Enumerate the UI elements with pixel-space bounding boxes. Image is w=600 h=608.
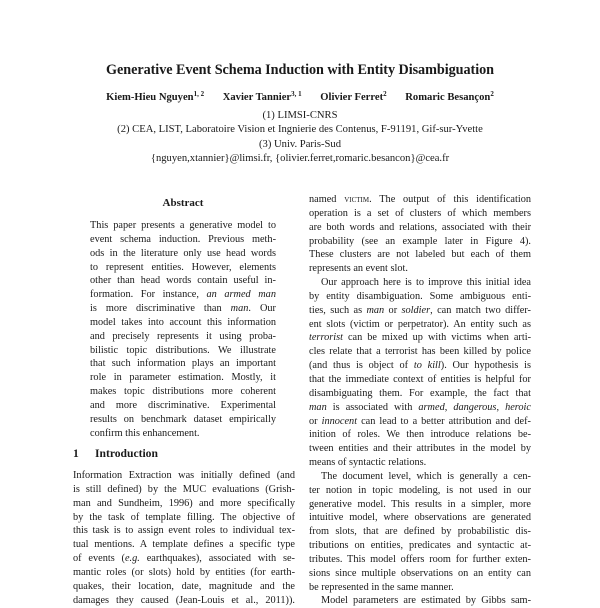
author-name: Xavier Tannier bbox=[222, 92, 292, 103]
text-line: named victim. The output of this identification bbox=[309, 194, 531, 205]
text-line: inition of roles. We then introduce relations be- bbox=[309, 429, 531, 441]
text-line: means of syntactic relations. bbox=[309, 457, 427, 469]
text-line: quakes, their location, date, magnitude and the bbox=[73, 580, 295, 592]
affiliation-3: (3) Univ. Paris-Sud bbox=[259, 139, 341, 150]
text-line: of events (e.g. earthquakes), associated with se- bbox=[73, 553, 295, 565]
text-line: Model parameters are estimated by Gibbs sam- bbox=[321, 595, 531, 607]
author-1 bbox=[106, 92, 204, 103]
text-line: terrorist can be mixed up with victims when arti- bbox=[309, 332, 531, 344]
author-3 bbox=[320, 92, 386, 103]
text-line: from slots, that are defined by probabilistic dis- bbox=[309, 526, 531, 538]
author-emails: {nguyen,xtannier}@limsi.fr, {olivier.ferret,romaric.besancon}@cea.fr bbox=[150, 153, 450, 164]
text-line: and more discriminative. Experimental bbox=[90, 399, 276, 411]
text-line: that the immediate context of entities is helpful for bbox=[309, 373, 531, 385]
section-title: Introduction bbox=[95, 447, 158, 460]
author-name: Olivier Ferret bbox=[320, 92, 384, 103]
author-affil-marker: 3, 1 bbox=[291, 90, 302, 98]
text-line: are both words and relations, associated with their bbox=[309, 221, 531, 233]
text-line: represents an event slot. bbox=[309, 263, 408, 275]
author-2 bbox=[223, 92, 302, 103]
affiliation-1: (1) LIMSI-CNRS bbox=[262, 110, 338, 121]
author-list bbox=[0, 92, 600, 103]
text-line: role in parameter estimation. Mostly, it bbox=[90, 372, 276, 384]
text-line: damages they caused (Jean-Louis et al., 2011)). bbox=[73, 594, 295, 606]
text-line: disambiguating them. For example, the fact that bbox=[309, 387, 531, 399]
text-line: results on benchmark dataset empirically bbox=[90, 413, 276, 425]
author-affil-marker: 1, 2 bbox=[193, 90, 205, 98]
section-heading-introduction bbox=[73, 447, 158, 460]
text-line: generative model. This results in a simpler, more bbox=[309, 498, 531, 510]
text-line: is more discriminative than man. Our bbox=[90, 303, 276, 315]
text-line: cles relate that a terrorist has been killed by police bbox=[309, 346, 531, 358]
text-line: This paper presents a generative model to bbox=[90, 220, 276, 231]
text-line: man is associated with armed, dangerous, heroic bbox=[309, 401, 531, 413]
text-line: tributions on entities, predicates and syntactic at- bbox=[309, 540, 531, 552]
text-line: Information Extraction was initially defined (and bbox=[73, 470, 295, 481]
author-name: Romaric Besançon bbox=[405, 92, 491, 103]
text-line: operation is a set of clusters of which members bbox=[309, 207, 531, 219]
text-line: The document level, which is generally a cen- bbox=[321, 470, 531, 482]
text-line: ent slots (victim or perpetrator). An entity such as bbox=[309, 318, 531, 330]
text-line: probability (see an example later in Figure 4). bbox=[309, 235, 531, 247]
text-line: mantic roles (or slots) hold by entities (for earth- bbox=[73, 566, 295, 578]
author-name: Kiem-Hieu Nguyen bbox=[106, 92, 194, 103]
author-affil-marker: 2 bbox=[383, 90, 387, 98]
abstract-body bbox=[90, 219, 276, 441]
text-line: bilistic topic distributions. We illustrate bbox=[90, 344, 276, 356]
text-line: intuitive model, where observations are generated bbox=[309, 512, 531, 524]
text-line: sions since multiple observations on an entity can bbox=[309, 567, 531, 579]
text-line: that such information plays an important bbox=[90, 358, 276, 370]
text-line: These clusters are not labeled but each of them bbox=[309, 249, 531, 261]
author-affil-marker: 2 bbox=[490, 90, 494, 98]
text-line: (and thus is object of to kill). Our hypothesis is bbox=[309, 360, 531, 372]
text-line: tributes. This model offers room for further exten- bbox=[309, 553, 531, 565]
text-line: ties, such as man or soldier, can match two differ- bbox=[309, 304, 531, 316]
text-line: is still defined) by the MUC evaluations (Grish- bbox=[73, 483, 295, 495]
text-line: event schema induction. Previous meth- bbox=[90, 233, 276, 245]
text-line: Our approach here is to improve this initial idea bbox=[321, 277, 531, 289]
text-line: or innocent can lead to a better attribution and def- bbox=[309, 415, 531, 427]
text-line: and precisely represents it using proba- bbox=[90, 330, 276, 342]
text-line: by entity disambiguation. Some ambiguous enti- bbox=[309, 290, 531, 302]
text-line: by the task of template filling. The objective of bbox=[73, 511, 295, 523]
text-line: this task is to assign event roles to individual tex- bbox=[73, 525, 295, 537]
text-line: ter notion in topic modeling, is not used in our bbox=[309, 484, 531, 496]
paper-title: Generative Event Schema Induction with Entity Disambiguation bbox=[106, 62, 494, 78]
text-line: tween entities and their attributes in the model by bbox=[309, 443, 531, 455]
text-line: man and Sundheim, 1996) and more specifically bbox=[73, 497, 295, 509]
text-line: formation. For instance, an armed man bbox=[90, 289, 276, 301]
section-number: 1 bbox=[73, 447, 79, 460]
text-line: makes topic distributions more coherent bbox=[90, 386, 276, 398]
text-line: be represented in the same manner. bbox=[309, 581, 454, 593]
introduction-body bbox=[73, 469, 295, 607]
text-line: confirm this enhancement. bbox=[90, 427, 200, 439]
text-line: ods in the literature only use head words bbox=[90, 247, 276, 259]
text-line: tual mentions. A template defines a specific type bbox=[73, 539, 295, 551]
text-line: other than head words contain useful in- bbox=[90, 275, 276, 287]
text-line: to represent entities. However, elements bbox=[90, 261, 276, 273]
text-line: model takes into account this information bbox=[90, 316, 276, 328]
abstract-heading: Abstract bbox=[162, 197, 204, 209]
right-column-body bbox=[309, 193, 531, 608]
affiliation-2: (2) CEA, LIST, Laboratoire Vision et Ingnierie des Contenus, F-91191, Gif-sur-Yvette bbox=[117, 124, 483, 135]
author-4 bbox=[405, 92, 494, 103]
